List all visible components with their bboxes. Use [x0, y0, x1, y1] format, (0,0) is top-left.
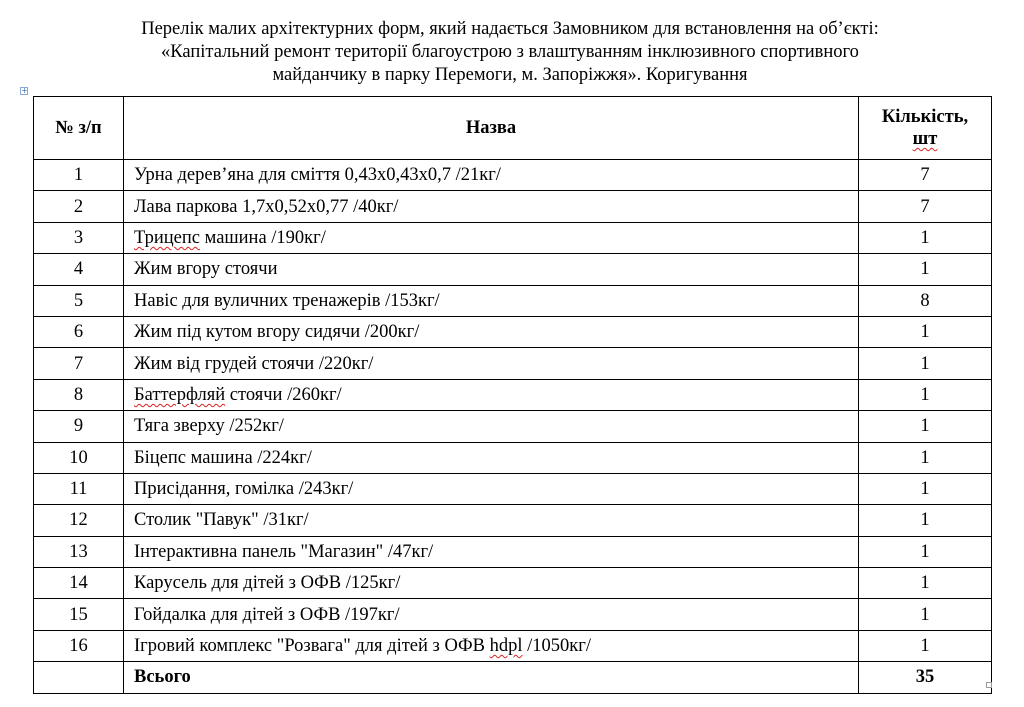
row-name: [124, 379, 859, 410]
row-name: Лава паркова 1,7х0,52х0,77 /40кг/: [124, 191, 859, 222]
row-name: Тяга зверху /252кг/: [124, 411, 859, 442]
row-name-rest: /1050кг/: [522, 636, 592, 657]
row-number: 9: [34, 411, 124, 442]
row-name: Навіс для вуличних тренажерів /153кг/: [124, 285, 859, 316]
table-move-handle-icon[interactable]: +: [21, 86, 28, 95]
row-quantity: 1: [859, 254, 992, 285]
table-row: [34, 568, 992, 599]
row-name: Інтерактивна панель "Магазин" /47кг/: [124, 536, 859, 567]
row-quantity: 1: [859, 473, 992, 504]
total-row: [34, 662, 992, 693]
row-quantity: 1: [859, 442, 992, 473]
row-number: 12: [34, 505, 124, 536]
row-name-rest: стоячи /260кг/: [225, 384, 342, 405]
row-quantity: 1: [859, 348, 992, 379]
row-quantity: 8: [859, 285, 992, 316]
row-quantity: 1: [859, 505, 992, 536]
row-name: Біцепс машина /224кг/: [124, 442, 859, 473]
row-name: Карусель для дітей з ОФВ /125кг/: [124, 568, 859, 599]
table-row: [34, 473, 992, 504]
row-number: 2: [34, 191, 124, 222]
title-line-1: Перелік малих архітектурних форм, який надається Замовником для встановлення на об’єкті:: [141, 19, 879, 39]
document-title: [30, 18, 990, 87]
table-row: [34, 254, 992, 285]
total-label: Всього: [124, 662, 859, 693]
table-row: [34, 379, 992, 410]
row-number: 13: [34, 536, 124, 567]
total-quantity: 35: [859, 662, 992, 693]
table-row: [34, 442, 992, 473]
row-quantity: 1: [859, 630, 992, 661]
row-name-flagged-word: hdpl: [489, 636, 523, 657]
row-quantity: 1: [859, 599, 992, 630]
row-name: Присідання, гомілка /243кг/: [124, 473, 859, 504]
row-name-rest: машина /190кг/: [199, 227, 326, 248]
row-name: Жим під кутом вгору сидячи /200кг/: [124, 316, 859, 347]
table-row: [34, 348, 992, 379]
row-number: 6: [34, 316, 124, 347]
title-line-2: «Капітальний ремонт території благоустрою з влаштуванням інклюзивного спортивного: [161, 42, 859, 62]
row-number: 16: [34, 630, 124, 661]
row-quantity: 7: [859, 191, 992, 222]
title-line-3: майданчику в парку Перемоги, м. Запоріжжя». Коригування: [272, 65, 748, 85]
row-number: 10: [34, 442, 124, 473]
row-number: 14: [34, 568, 124, 599]
total-number-cell: [34, 662, 124, 693]
row-name-flagged-word: Баттерфляй: [134, 384, 226, 405]
row-quantity: 1: [859, 379, 992, 410]
row-name-flagged-word: Трицепс: [134, 227, 200, 248]
table-row: [34, 285, 992, 316]
row-name: Столик "Павук" /31кг/: [124, 505, 859, 536]
table-header-row: [34, 97, 992, 160]
header-quantity: [859, 97, 992, 160]
row-quantity: 1: [859, 536, 992, 567]
row-quantity: 1: [859, 411, 992, 442]
table-row: [34, 316, 992, 347]
row-quantity: 1: [859, 568, 992, 599]
row-number: 7: [34, 348, 124, 379]
row-number: 3: [34, 222, 124, 253]
table-row: [34, 630, 992, 661]
table-row: [34, 536, 992, 567]
row-number: 4: [34, 254, 124, 285]
row-name-start: Ігровий комплекс "Розвага" для дітей з ОФВ: [134, 636, 490, 657]
row-name: Урна дерев’яна для сміття 0,43х0,43х0,7 /21кг/: [124, 160, 859, 191]
row-quantity: 1: [859, 222, 992, 253]
row-quantity: 7: [859, 160, 992, 191]
header-quantity-line-2: шт: [912, 129, 938, 149]
row-number: 8: [34, 379, 124, 410]
header-quantity-line-1: Кількість,: [881, 107, 969, 127]
items-table: [33, 96, 992, 694]
row-number: 15: [34, 599, 124, 630]
table-row: [34, 222, 992, 253]
row-name: Жим від грудей стоячи /220кг/: [124, 348, 859, 379]
table-row: [34, 191, 992, 222]
table-row: [34, 160, 992, 191]
header-number: № з/п: [34, 97, 124, 160]
row-name: Гойдалка для дітей з ОФВ /197кг/: [124, 599, 859, 630]
row-name: [124, 222, 859, 253]
header-name: Назва: [124, 97, 859, 160]
table-row: [34, 411, 992, 442]
row-name: [124, 630, 859, 661]
table-row: [34, 599, 992, 630]
row-number: 11: [34, 473, 124, 504]
row-number: 5: [34, 285, 124, 316]
table-row: [34, 505, 992, 536]
table-resize-handle[interactable]: [986, 682, 992, 688]
row-number: 1: [34, 160, 124, 191]
row-name: Жим вгору стоячи: [124, 254, 859, 285]
row-quantity: 1: [859, 316, 992, 347]
